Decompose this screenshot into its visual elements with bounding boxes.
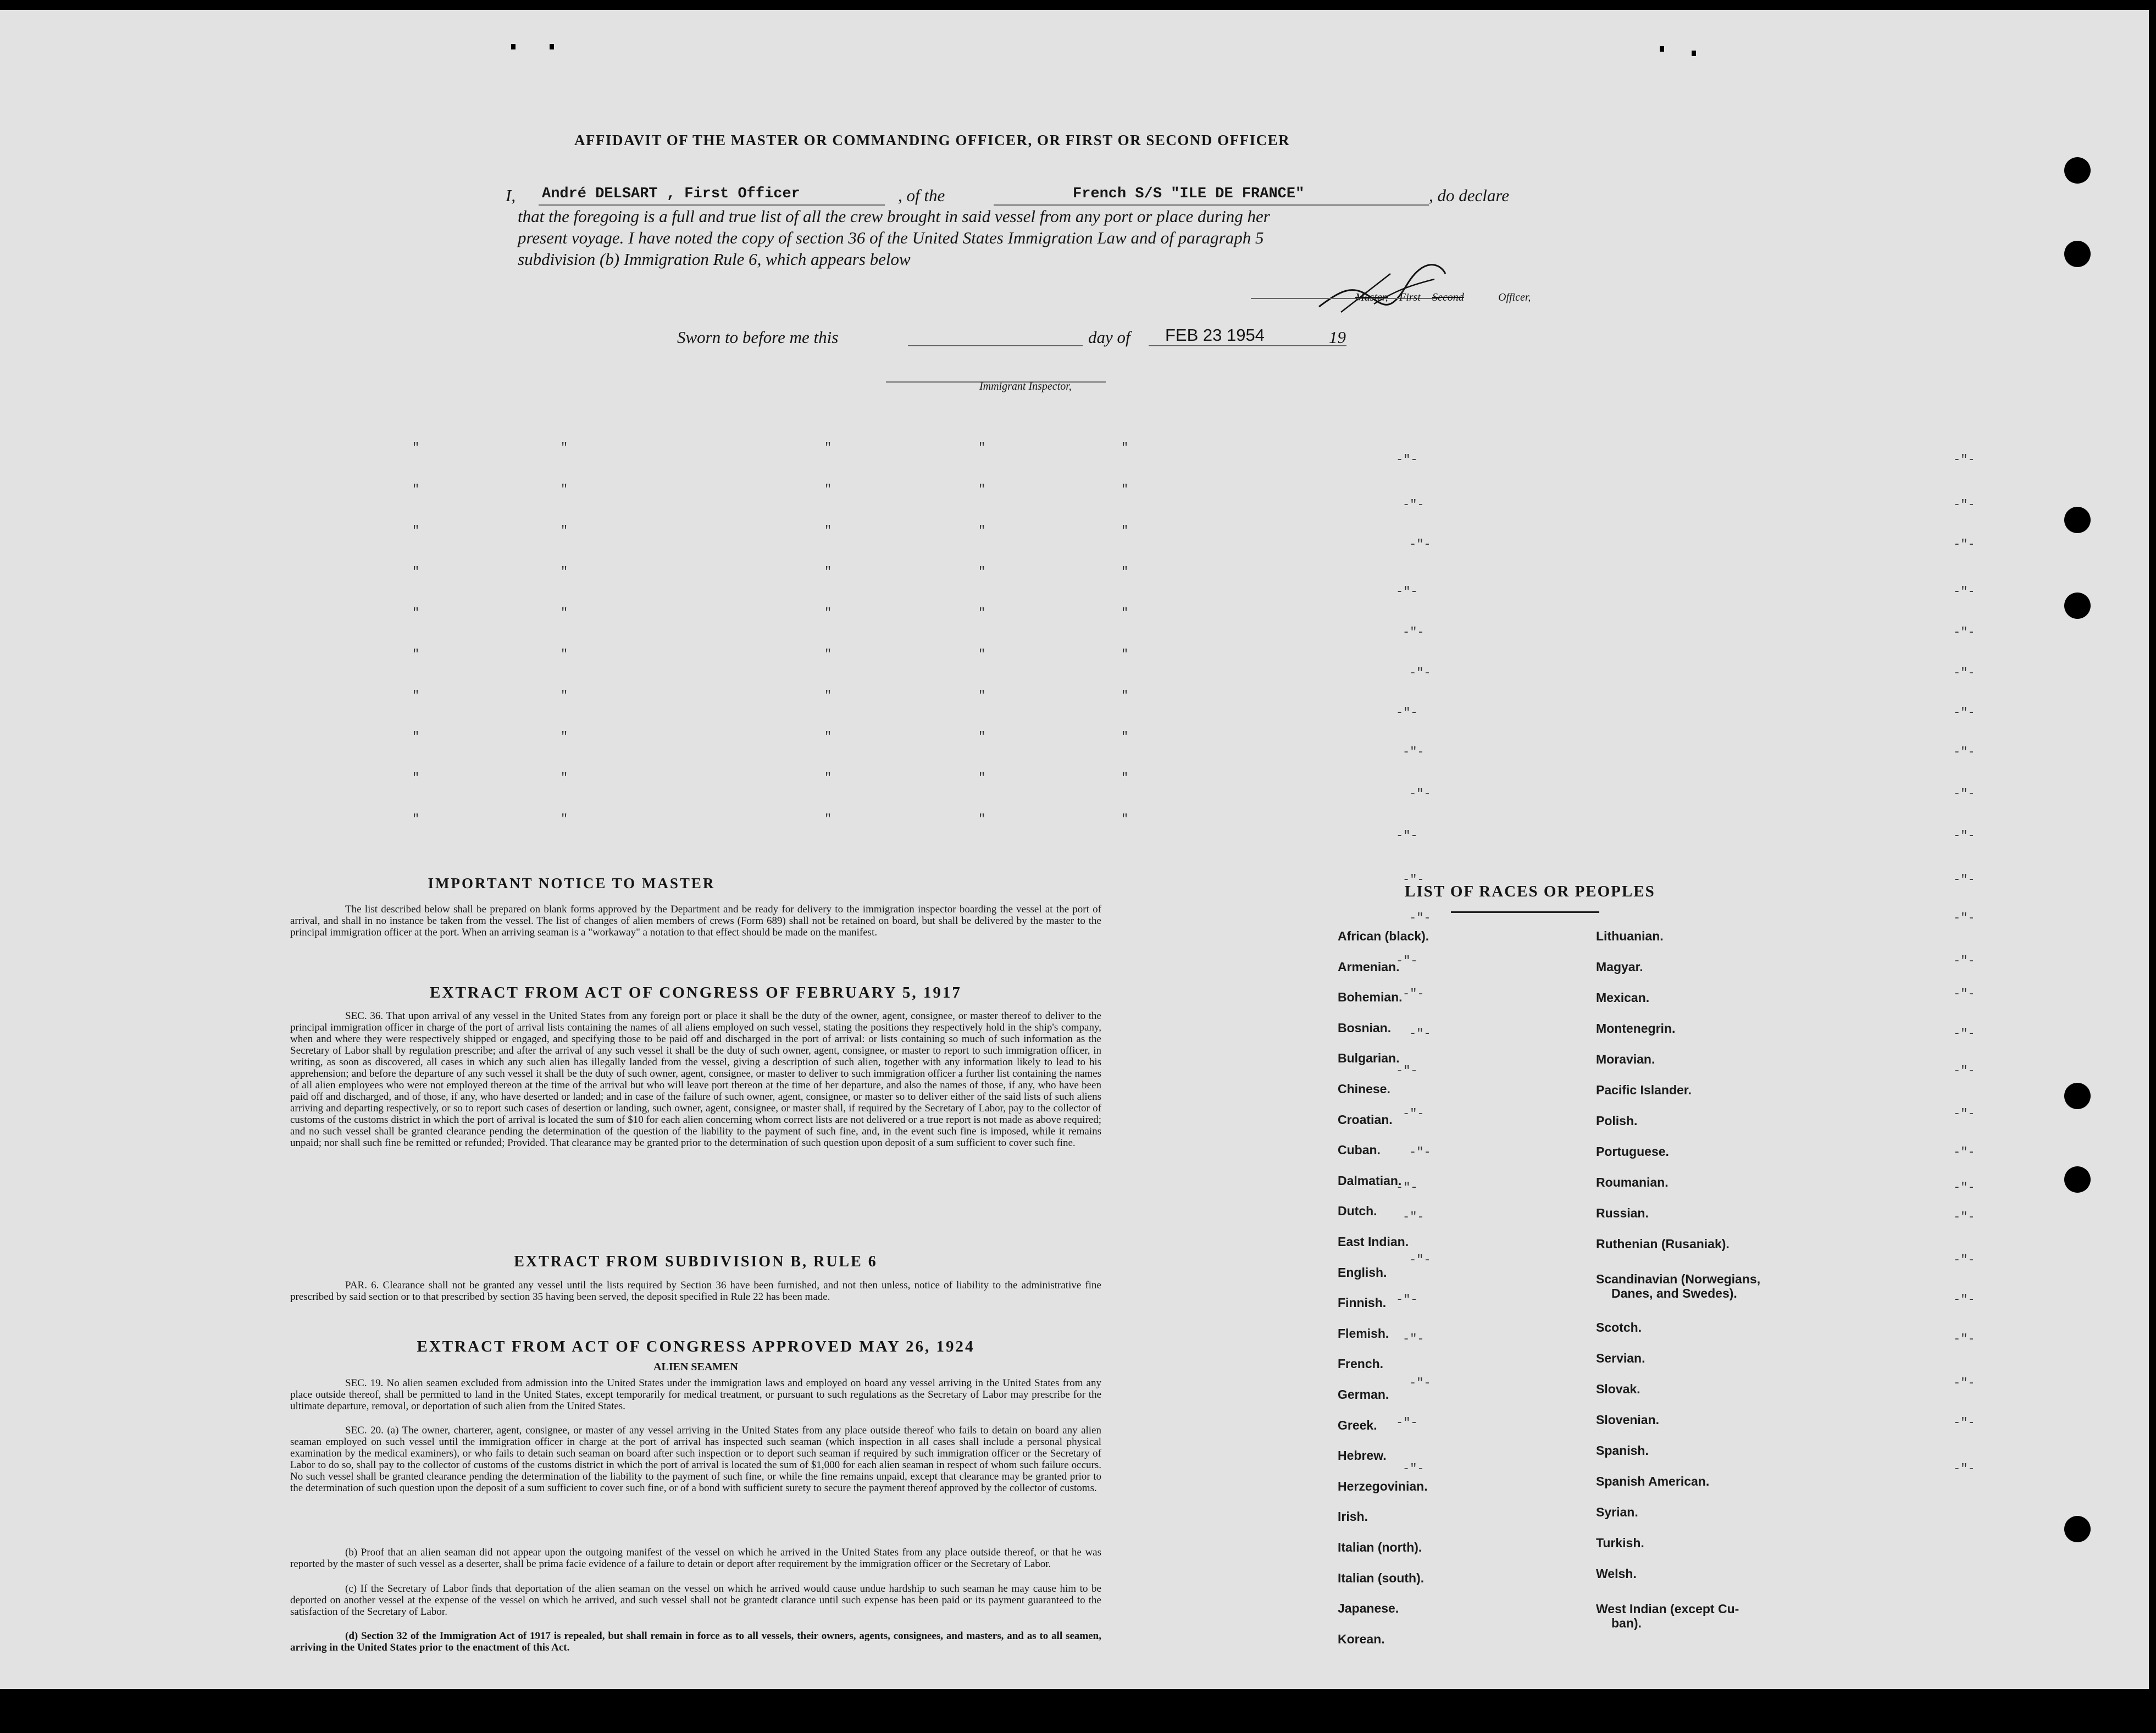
- officer-blank: [539, 204, 885, 206]
- vessel-blank: [994, 204, 1429, 206]
- decl-i: I,: [506, 186, 516, 205]
- race-right-item: Portuguese.: [1596, 1144, 1669, 1159]
- speck: [1660, 46, 1664, 52]
- ditto-mark: ": [412, 647, 420, 661]
- ditto-mark: ": [412, 524, 420, 538]
- ditto-mark: ": [412, 565, 420, 579]
- ditto-mark: ": [1121, 647, 1129, 661]
- race-left-item: Bulgarian.: [1338, 1051, 1400, 1066]
- punch-hole: [2064, 593, 2091, 619]
- date-stamp: FEB 23 1954: [1165, 325, 1265, 345]
- ditto-mark: ": [1121, 689, 1129, 702]
- race-left-item: African (black).: [1338, 929, 1429, 943]
- races-title: LIST OF RACES OR PEOPLES: [1405, 883, 1655, 900]
- race-left-item: German.: [1338, 1387, 1389, 1402]
- ditto-mark: ": [412, 812, 420, 826]
- decl-line-3: present voyage. I have noted the copy of section 36 of the United States Immigration Law and of paragraph 5: [518, 228, 1264, 247]
- ditto-mark: ": [1121, 483, 1129, 496]
- affidavit-heading: AFFIDAVIT OF THE MASTER OR COMMANDING OFFICER, OR FIRST OR SECOND OFFICER: [574, 132, 1290, 148]
- ditto-mark: -"-: [1953, 911, 1975, 925]
- race-left-item: French.: [1338, 1356, 1384, 1371]
- sec-20c-text: (c) If the Secretary of Labor finds that deportation of the alien seaman on the vessel on which he arrived would cause undue hardship to such seaman he may cause him to be deported on another vessel at the expense of the vessel on which he arrived, and such vessel shall not be grantedt clarance until such expense has been paid or its payment guaranteed to the satisfaction of the Secretary of Labor.: [290, 1583, 1101, 1618]
- ditto-mark: -"-: [1396, 1181, 1418, 1194]
- ditto-mark: ": [978, 730, 986, 744]
- ditto-mark: ": [1121, 524, 1129, 538]
- race-right-item: Servian.: [1596, 1351, 1645, 1365]
- ditto-mark: -"-: [1409, 1027, 1431, 1040]
- ditto-mark: ": [978, 689, 986, 702]
- ditto-mark: ": [824, 565, 832, 579]
- speck: [1692, 51, 1696, 56]
- ditto-mark: -"-: [1396, 1416, 1418, 1430]
- punch-hole: [2064, 241, 2091, 267]
- race-right-item: Ruthenian (Rusaniak).: [1596, 1237, 1730, 1251]
- ditto-mark: -"-: [1953, 1210, 1975, 1224]
- ditto-mark: ": [824, 483, 832, 496]
- sec-20d-text: (d) Section 32 of the Immigration Act of 1917 is repealed, but shall remain in force as to all vessels, their owners, agents, consignees, and masters, and as to all seamen, arriving in the United States prior to the enactment of this Act.: [290, 1630, 1101, 1653]
- ditto-mark: -"-: [1953, 787, 1975, 801]
- ditto-mark: ": [561, 689, 568, 702]
- ditto-mark: -"-: [1403, 625, 1425, 639]
- speck: [511, 44, 516, 49]
- ditto-mark: ": [412, 441, 420, 455]
- ditto-mark: ": [1121, 441, 1129, 455]
- ditto-mark: -"-: [1953, 1064, 1975, 1078]
- ditto-mark: ": [1121, 565, 1129, 579]
- race-left-item: Croatian.: [1338, 1112, 1393, 1127]
- punch-hole: [2064, 157, 2091, 184]
- ditto-mark: ": [561, 441, 568, 455]
- race-right-item: Roumanian.: [1596, 1175, 1669, 1189]
- ditto-mark: ": [824, 812, 832, 826]
- race-left-item: Dalmatian.: [1338, 1173, 1402, 1188]
- ditto-mark: ": [824, 730, 832, 744]
- race-left-item: Hebrew.: [1338, 1448, 1387, 1463]
- punch-hole: [2064, 507, 2091, 533]
- race-left-item: English.: [1338, 1265, 1387, 1280]
- sig-second: Second: [1432, 291, 1464, 303]
- race-right-item: Montenegrin.: [1596, 1021, 1676, 1036]
- ditto-mark: -"-: [1403, 1462, 1425, 1476]
- race-left-item: Chinese.: [1338, 1082, 1390, 1096]
- race-right-item: Syrian.: [1596, 1505, 1638, 1519]
- ditto-mark: ": [824, 441, 832, 455]
- ditto-mark: ": [824, 606, 832, 620]
- ditto-mark: ": [561, 730, 568, 744]
- ditto-mark: -"-: [1396, 706, 1418, 719]
- ditto-mark: -"-: [1953, 666, 1975, 680]
- ditto-mark: ": [412, 483, 420, 496]
- ditto-mark: -"-: [1403, 498, 1425, 512]
- race-right-item: Mexican.: [1596, 990, 1650, 1005]
- ditto-mark: -"-: [1403, 1332, 1425, 1346]
- race-left-item: Irish.: [1338, 1509, 1368, 1524]
- decl-line-4: subdivision (b) Immigration Rule 6, which appears below: [518, 250, 911, 269]
- ditto-mark: -"-: [1953, 1376, 1975, 1390]
- sig-officer: Officer,: [1498, 291, 1531, 303]
- ditto-mark: -"-: [1409, 666, 1431, 680]
- race-right-item: Spanish American.: [1596, 1474, 1710, 1488]
- race-right-item: Slovak.: [1596, 1382, 1640, 1396]
- race-right-item: Russian.: [1596, 1206, 1649, 1220]
- ditto-mark: -"-: [1953, 745, 1975, 759]
- ditto-mark: ": [978, 606, 986, 620]
- ditto-mark: -"-: [1953, 954, 1975, 968]
- ditto-mark: -"-: [1953, 706, 1975, 719]
- race-right-item: Moravian.: [1596, 1052, 1655, 1066]
- ditto-mark: -"-: [1953, 538, 1975, 551]
- extract-1917-text: SEC. 36. That upon arrival of any vessel in the United States from any foreign port or place it shall be the duty of the owner, agent, consignee, or master thereof to deliver to the principal immigration officer in charge of the port of arrival lists containing the names of all aliens employed on such vessel, stating the positions they respectively hold in the ship's company, when and where they were respectively shipped or engaged, and specifying those to be paid off and discharged in the port of arrival: or lists containing so much of such information as the Secretary of Labor shall by regulation prescribe; and after the arrival of any such vessel it shall be the duty of such owner, agent, consignee, or master to report to such immigration officer, in writing, as soon as discovered, all cases in which any such alien has illegally landed from the vessel, giving a description of such alien, together with any information likely to lead to his apprehension; and before the departure of any such vessel it shall be the duty of such owner, agent, consignee, or master to deliver to such immigration officer a further list containing the names of all alien employees who were not employed thereon at the time of the arrival but who will leave port thereon at the time of her departure, and also the names of those, if any, who have been paid off and discharged, and of those, if any, who have deserted or landed; and in case of the failure of such owner, agent, consignee, or master so to deliver either of the said lists of such aliens arriving and departing respectively, or so to report such cases of desertion or landing, such owner, agent, consignee, or master shall, if required by the Secretary of Labor, pay to the collector of customs of the customs district in which the port of arrival is located the sum of $10 for each alien concerning whom correct lists are not delivered or a true report is not made as above required; and no such vessel shall be granted clearance pending the determination of the question of the liability to the payment of such fine, and, in the event such fine is imposed, while it remains unpaid; nor shall such fine be remitted or refunded; Provided. That clearance may be granted prior to the determination of such question upon deposit of a sum sufficient to cover such fine.: [290, 1010, 1101, 1149]
- race-left-item: Italian (north).: [1338, 1540, 1422, 1554]
- ditto-mark: -"-: [1953, 1145, 1975, 1159]
- ditto-mark: ": [978, 441, 986, 455]
- race-right-item: Turkish.: [1596, 1536, 1644, 1550]
- ditto-mark: ": [412, 730, 420, 744]
- ditto-mark: -"-: [1953, 1416, 1975, 1430]
- ditto-mark: ": [561, 771, 568, 785]
- sworn-text: Sworn to before me this: [677, 328, 839, 347]
- ditto-mark: ": [561, 483, 568, 496]
- ditto-mark: ": [824, 771, 832, 785]
- ditto-mark: -"-: [1409, 1145, 1431, 1159]
- race-left-item: Italian (south).: [1338, 1570, 1425, 1585]
- ditto-mark: -"-: [1396, 1064, 1418, 1078]
- vessel-name: French S/S "ILE DE FRANCE": [1073, 186, 1305, 202]
- ditto-mark: -"-: [1953, 1332, 1975, 1346]
- punch-hole: [2064, 1083, 2091, 1109]
- race-left-item: Japanese.: [1338, 1601, 1399, 1616]
- ditto-mark: ": [561, 812, 568, 826]
- ditto-mark: -"-: [1953, 1181, 1975, 1194]
- ditto-mark: ": [412, 606, 420, 620]
- ditto-mark: ": [824, 647, 832, 661]
- race-left-item: Cuban.: [1338, 1143, 1381, 1158]
- extract-rule6-text: PAR. 6. Clearance shall not be granted any vessel until the lists required by Section 36 have been furnished, and not then unless, notice of liability to the administrative fine prescribed by said section or to that prescribed by section 35 having been served, the deposit specified in Rule 22 has been made.: [290, 1280, 1101, 1303]
- race-right-item: Magyar.: [1596, 960, 1643, 974]
- race-right-item: Scotch.: [1596, 1320, 1642, 1335]
- ditto-mark: -"-: [1409, 538, 1431, 551]
- race-right-item: West Indian (except Cu-: [1596, 1602, 1739, 1616]
- ditto-mark: ": [561, 606, 568, 620]
- ditto-mark: -"-: [1396, 829, 1418, 843]
- race-left-item: Herzegovinian.: [1338, 1479, 1428, 1493]
- race-right-item: ban).: [1611, 1616, 1642, 1630]
- ditto-mark: ": [412, 689, 420, 702]
- ditto-mark: -"-: [1953, 873, 1975, 887]
- race-left-item: Bohemian.: [1338, 990, 1403, 1005]
- sec-20b-text: (b) Proof that an alien seaman did not appear upon the outgoing manifest of the vessel on which he arrived in the United States from any place outside thereof, or that he was reported by the master of such vessel as a deserter, shall be prima facie evidence of a failure to detain or deport after requirement by the immigration officer or the Secretary of Labor.: [290, 1547, 1101, 1570]
- officer-signature: [1308, 252, 1451, 323]
- officer-name: André DELSART , First Officer: [542, 186, 800, 202]
- ditto-mark: -"-: [1403, 745, 1425, 759]
- ditto-mark: -"-: [1953, 498, 1975, 512]
- year-prefix: 19: [1329, 328, 1346, 347]
- ditto-mark: ": [561, 565, 568, 579]
- sec-20a-text: SEC. 20. (a) The owner, charterer, agent, consignee, or master of any vessel arriving in the United States from any place outside thereof who fails to detain on board any alien seaman employed on such vessel until the immigration officer in charge at the port of arrival has inspected such seaman (which inspection in all cases shall include a personal physical examination by the medical examiners), or who fails to detain such seaman on board after such inspection or to deport such seaman if required by such immigration officer or the Secretary of Labor to do so, shall pay to the collector of customs of the customs district in which the port of arrival is located the sum of $1,000 for each alien seaman in respect of whom such failure occurs. No such vessel shall be granted clearance pending the determination of the liability to the payment of such fine, or while the fine remains unpaid, except that clearance may be granted prior to the determination of such question upon the deposit of a sum sufficient to cover such fine, or of a bond with sufficient surety to secure the payment thereof approved by the collector of customs.: [290, 1425, 1101, 1494]
- ditto-mark: -"-: [1403, 873, 1425, 887]
- ditto-mark: -"-: [1396, 453, 1418, 467]
- race-right-item: Welsh.: [1596, 1566, 1637, 1581]
- ditto-mark: -"-: [1953, 585, 1975, 599]
- race-left-item: East Indian.: [1338, 1234, 1409, 1249]
- ditto-mark: -"-: [1403, 1107, 1425, 1121]
- extract-1924-subtitle: ALIEN SEAMEN: [653, 1361, 738, 1373]
- race-right-item: Polish.: [1596, 1114, 1638, 1128]
- race-left-item: Greek.: [1338, 1418, 1377, 1432]
- ditto-mark: ": [978, 565, 986, 579]
- ditto-mark: -"-: [1403, 987, 1425, 1001]
- notice-text: The list described below shall be prepared on blank forms approved by the Department and be ready for delivery to the immigration inspector boarding the vessel at the port of arrival, and shall in no instance be taken from the vessel. The list of changes of alien members of crews (Form 689) shall not be retained on board, but shall be delivered by the master to the principal immigration officer at the port. When an arriving seaman is a "workaway" a notation to that effect should be made on the manifest.: [290, 904, 1101, 938]
- decl-of-the: , of the: [898, 186, 945, 205]
- race-left-item: Bosnian.: [1338, 1020, 1392, 1035]
- ditto-mark: -"-: [1953, 987, 1975, 1001]
- ditto-mark: ": [978, 812, 986, 826]
- ditto-mark: -"-: [1409, 1253, 1431, 1267]
- ditto-mark: -"-: [1396, 585, 1418, 599]
- speck: [550, 44, 554, 49]
- ditto-mark: -"-: [1409, 787, 1431, 801]
- race-right-item: Pacific Islander.: [1596, 1083, 1692, 1097]
- race-right-item: Scandinavian (Norwegians,: [1596, 1272, 1761, 1286]
- ditto-mark: -"-: [1953, 1107, 1975, 1121]
- sworn-blank: [908, 345, 1083, 346]
- ditto-mark: ": [561, 524, 568, 538]
- extract-1924-title: EXTRACT FROM ACT OF CONGRESS APPROVED MAY 26, 1924: [417, 1338, 975, 1355]
- race-right-item: Danes, and Swedes).: [1611, 1286, 1737, 1300]
- race-left-item: Armenian.: [1338, 959, 1400, 974]
- races-title-rule: [1451, 911, 1599, 913]
- ditto-mark: ": [1121, 812, 1129, 826]
- day-of-text: day of: [1088, 328, 1130, 347]
- ditto-mark: -"-: [1953, 1462, 1975, 1476]
- ditto-mark: ": [824, 524, 832, 538]
- extract-1917-title: EXTRACT FROM ACT OF CONGRESS OF FEBRUARY 5, 1917: [430, 984, 962, 1001]
- ditto-mark: ": [824, 689, 832, 702]
- ditto-mark: -"-: [1953, 1253, 1975, 1267]
- ditto-mark: ": [1121, 730, 1129, 744]
- ditto-mark: -"-: [1953, 625, 1975, 639]
- document-sheet: [0, 10, 2149, 1689]
- extract-rule6-title: EXTRACT FROM SUBDIVISION B, RULE 6: [514, 1253, 878, 1270]
- ditto-mark: -"-: [1396, 954, 1418, 968]
- race-left-item: Korean.: [1338, 1631, 1385, 1646]
- ditto-mark: ": [978, 771, 986, 785]
- race-left-item: Dutch.: [1338, 1204, 1377, 1219]
- ditto-mark: -"-: [1953, 453, 1975, 467]
- sec-19-text: SEC. 19. No alien seamen excluded from admission into the United States under the immigration laws and employed on board any vessel arriving in the United States from any place outside thereof, shall be permitted to land in the United States, except temporarily for medical treatment, or pursuant to such regulations as the Secretary of Labor may prescribe for the ultimate departure, removal, or deportation of such alien from the United States.: [290, 1377, 1101, 1412]
- notice-title: IMPORTANT NOTICE TO MASTER: [428, 875, 716, 892]
- sig-first: First: [1399, 291, 1421, 303]
- date-blank: [1149, 345, 1346, 346]
- inspector-label: Immigrant Inspector,: [979, 380, 1072, 392]
- ditto-mark: ": [412, 771, 420, 785]
- ditto-mark: -"-: [1953, 1027, 1975, 1040]
- ditto-mark: ": [1121, 606, 1129, 620]
- ditto-mark: ": [1121, 771, 1129, 785]
- ditto-mark: -"-: [1396, 1293, 1418, 1306]
- ditto-mark: -"-: [1409, 911, 1431, 925]
- decl-do-declare: , do declare: [1429, 186, 1510, 205]
- race-left-item: Finnish.: [1338, 1295, 1387, 1310]
- ditto-mark: ": [978, 524, 986, 538]
- race-right-item: Slovenian.: [1596, 1413, 1660, 1427]
- ditto-mark: -"-: [1953, 1293, 1975, 1306]
- punch-hole: [2064, 1516, 2091, 1542]
- ditto-mark: -"-: [1953, 829, 1975, 843]
- ditto-mark: ": [978, 483, 986, 496]
- ditto-mark: -"-: [1403, 1210, 1425, 1224]
- punch-hole: [2064, 1166, 2091, 1193]
- sig-master: Master,: [1355, 291, 1388, 303]
- ditto-mark: -"-: [1409, 1376, 1431, 1390]
- ditto-mark: ": [978, 647, 986, 661]
- ditto-mark: ": [561, 647, 568, 661]
- decl-line-2: that the foregoing is a full and true list of all the crew brought in said vessel from any port or place during her: [518, 207, 1270, 226]
- race-right-item: Spanish.: [1596, 1443, 1649, 1458]
- race-left-item: Flemish.: [1338, 1326, 1389, 1341]
- race-right-item: Lithuanian.: [1596, 929, 1664, 943]
